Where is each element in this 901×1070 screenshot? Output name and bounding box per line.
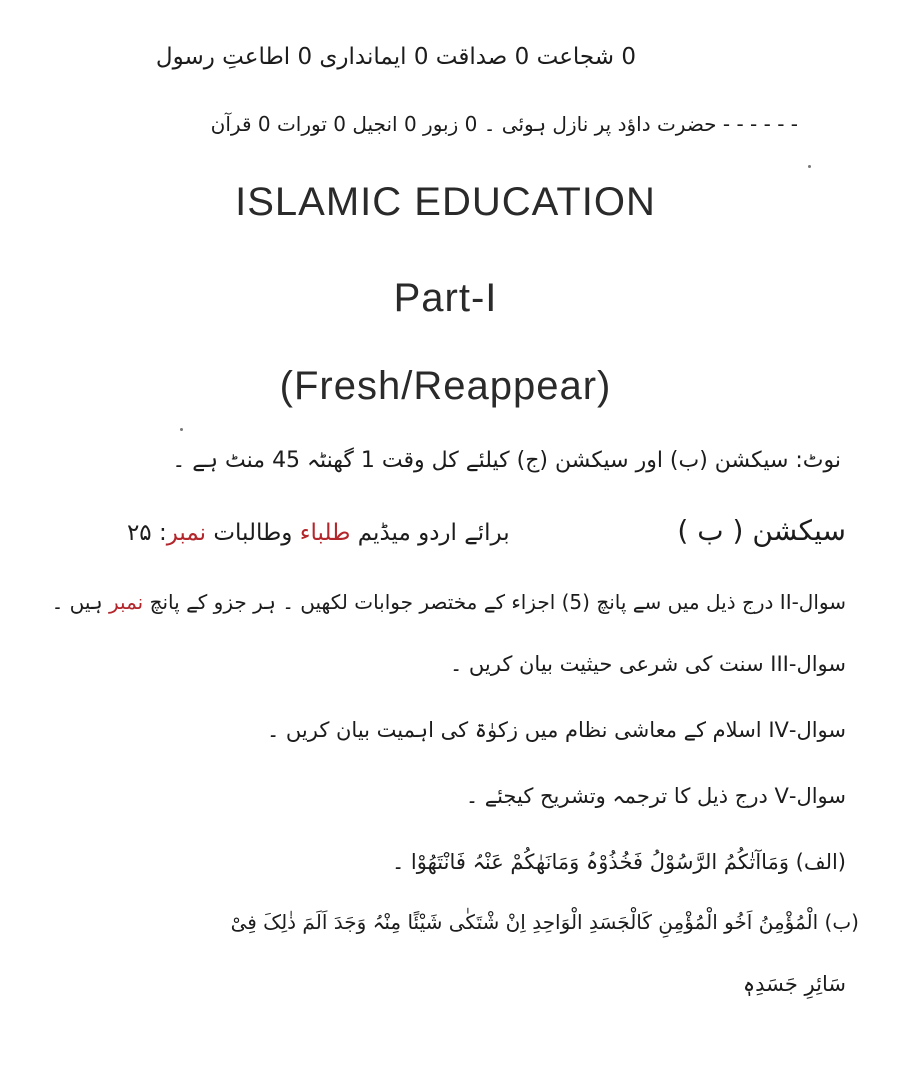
part-title: Part-I <box>393 276 498 320</box>
question-5: سوال-V درج ذیل کا ترجمہ وتشریح کیجئے ۔ <box>465 784 846 808</box>
audience-prefix: برائے اردو میڈیم <box>350 520 510 546</box>
mcq-options-line-1: 0 شجاعت 0 صداقت 0 ایمانداری 0 اطاعتِ رسول <box>155 44 636 70</box>
audience-students: طلباء <box>299 520 351 546</box>
section-heading <box>60 514 846 547</box>
question-2-text: سوال-II درج ذیل میں سے پانچ (5) اجزاء کے مختصر جوابات لکھیں ۔ ہر جزو کے پانچ <box>143 590 846 614</box>
section-label: سیکشن ( ب ) <box>677 514 846 547</box>
audience-suffix: وطالبات <box>206 520 300 546</box>
question-2 <box>52 590 846 614</box>
subject-title: ISLAMIC EDUCATION <box>235 180 656 224</box>
verse-bay-line-1: (ب) الْمُؤْمِنُ اَخُو الْمُؤْمِنِ کَالْجَسَدِ الْوَاحِدِ اِنْ شْتَکٰی شَیْئًا مِنْہُ وَجَدَ اَلَمَ ذٰلِکَ فِیْ <box>230 910 859 934</box>
section-audience <box>127 514 510 547</box>
marks-value: : ۲۵ <box>126 520 167 546</box>
exam-type: (Fresh/Reappear) <box>279 364 612 408</box>
scan-speck <box>180 428 183 431</box>
question-2-end: ہیں ۔ <box>51 590 110 614</box>
marks-label: نمبر <box>166 520 207 546</box>
question-2-marks: نمبر <box>109 590 144 614</box>
verse-alif: (الف) وَمَاآتٰکُمُ الرَّسُوْلُ فَخُذُوْہُ وَمَانَھٰکُمْ عَنْہُ فَانْتَھُوْا ۔ <box>391 850 846 874</box>
question-4: سوال-IV اسلام کے معاشی نظام میں زکوٰۃ کی اہمیت بیان کریں ۔ <box>266 718 846 742</box>
scan-speck <box>808 165 811 168</box>
mcq-options-line-2: - - - - - - حضرت داؤد پر نازل ہوئی ۔ 0 زبور 0 انجیل 0 تورات 0 قرآن <box>210 112 798 136</box>
time-note: نوٹ: سیکشن (ب) اور سیکشن (ج) کیلئے کل وقت 1 گھنٹہ 45 منٹ ہے ۔ <box>172 448 841 473</box>
question-3: سوال-III سنت کی شرعی حیثیت بیان کریں ۔ <box>449 652 846 676</box>
verse-bay-line-2: سَائِرِ جَسَدِہٖ <box>742 972 846 996</box>
